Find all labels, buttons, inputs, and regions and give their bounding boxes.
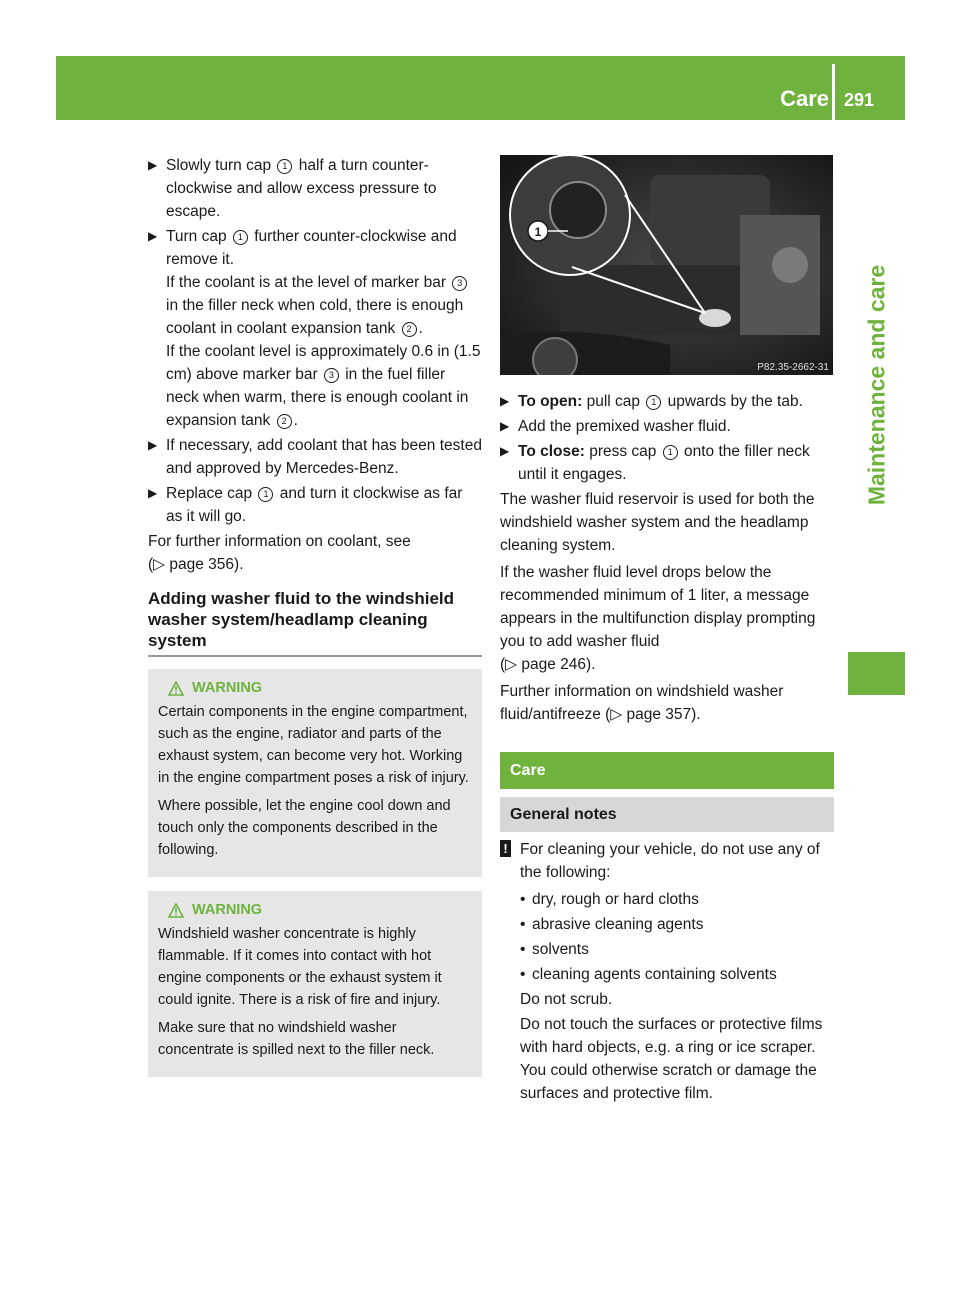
page-number: 291 — [844, 90, 875, 110]
callout-number: 2 — [277, 414, 292, 429]
step-arrow-icon: ▶ — [500, 444, 510, 458]
step-arrow-icon: ▶ — [148, 438, 158, 452]
warning-label: WARNING — [192, 902, 263, 918]
callout-number: 1 — [277, 159, 292, 174]
note-continuation: Do not scrub. Do not touch the surfaces or protective films with hard objects, e.g. a ring or ice scraper. You could otherwise scratch or damage the surfaces and protective film. — [520, 991, 823, 1102]
general-notes-heading: General notes — [500, 797, 834, 832]
list-item: • abrasive cleaning agents — [520, 913, 834, 936]
caution-note: ! For cleaning your vehicle, do not use any of the following: — [500, 838, 834, 884]
callout-number: 2 — [402, 322, 417, 337]
step-arrow-icon: ▶ — [148, 158, 158, 172]
step-item: ▶ Slowly turn cap 1 half a turn counter-clockwise and allow excess pressure to escape. — [148, 154, 482, 223]
step-arrow-icon: ▶ — [500, 394, 510, 408]
list-item: • solvents — [520, 938, 834, 961]
warning-triangle-icon — [168, 903, 184, 918]
step-arrow-icon: ▶ — [500, 419, 510, 433]
left-column — [148, 154, 482, 1077]
body-paragraph: The washer fluid reservoir is used for both the windshield washer system and the headlamp cleaning system. — [500, 491, 815, 554]
callout-number: 1 — [233, 230, 248, 245]
warning-label: WARNING — [192, 680, 263, 696]
section-heading: Adding washer fluid to the windshield washer system/headlamp cleaning system — [148, 588, 482, 657]
page-reference-link[interactable]: (▷ page 356). — [148, 556, 244, 573]
further-info: For further information on coolant, see (▷ page 356). — [148, 533, 411, 573]
body-paragraph: If the washer fluid level drops below the recommended minimum of 1 liter, a message appears in the multifunction display prompting you to add washer fluid (▷ page 246). — [500, 564, 816, 673]
step-item: ▶ To open: pull cap 1 upwards by the tab. — [500, 390, 834, 413]
warning-box: WARNING Certain components in the engine compartment, such as the engine, radiator and parts of the exhaust system, can become very hot. Working in the engine compartment poses a risk of injury. Where possible, let the engine cool down and touch only the components described in the following. — [148, 669, 482, 877]
care-heading: Care — [500, 752, 834, 789]
warning-box: WARNING Windshield washer concentrate is highly flammable. If it comes into contact with hot engine components or the exhaust system it could ignite. There is a risk of fire and injury. Make sure that no windshield washer concentrate is spilled next to the filler neck. — [148, 891, 482, 1077]
step-arrow-icon: ▶ — [148, 486, 158, 500]
callout-number: 3 — [452, 276, 467, 291]
warning-triangle-icon — [168, 681, 184, 696]
bullet-list — [520, 888, 834, 986]
body-paragraph: Further information on windshield washer fluid/antifreeze (▷ page 357). — [500, 683, 784, 723]
callout-number: 1 — [663, 445, 678, 460]
step-item: ▶ Add the premixed washer fluid. — [500, 415, 834, 438]
photo-reference-code: P82.35-2662-31 — [757, 362, 829, 373]
callout-number: 3 — [324, 368, 339, 383]
page-reference-link[interactable]: (▷ page 246). — [500, 656, 596, 673]
step-arrow-icon: ▶ — [148, 229, 158, 243]
header-divider — [832, 64, 835, 120]
list-item: • dry, rough or hard cloths — [520, 888, 834, 911]
step-item: ▶ Replace cap 1 and turn it clockwise as far as it will go. — [148, 482, 482, 528]
engine-compartment-photo — [500, 155, 833, 375]
side-section-label: Maintenance and care — [863, 264, 889, 506]
list-item: • cleaning agents containing solvents — [520, 963, 834, 986]
side-thumb-tab — [848, 652, 905, 695]
step-item: ▶ If necessary, add coolant that has been tested and approved by Mercedes-Benz. — [148, 434, 482, 480]
photo-callout-number: 1 — [534, 225, 542, 239]
page-header — [56, 56, 905, 120]
right-column — [500, 390, 834, 1107]
step-item: ▶ Turn cap 1 further counter-clockwise and remove it. If the coolant is at the level of marker bar 3 in the filler neck when cold, there is enough coolant in coolant expansion tank 2 . If the coolant level is approximately 0.6 in (1.5 cm) above marker bar 3 in the fuel filler neck when warm, there is enough coolant in expansion tank 2 . — [148, 225, 482, 432]
callout-number: 1 — [258, 487, 273, 502]
step-item: ▶ To close: press cap 1 onto the filler neck until it engages. — [500, 440, 834, 486]
caution-icon: ! — [500, 840, 511, 857]
header-title: Care — [780, 86, 829, 111]
callout-number: 1 — [646, 395, 661, 410]
